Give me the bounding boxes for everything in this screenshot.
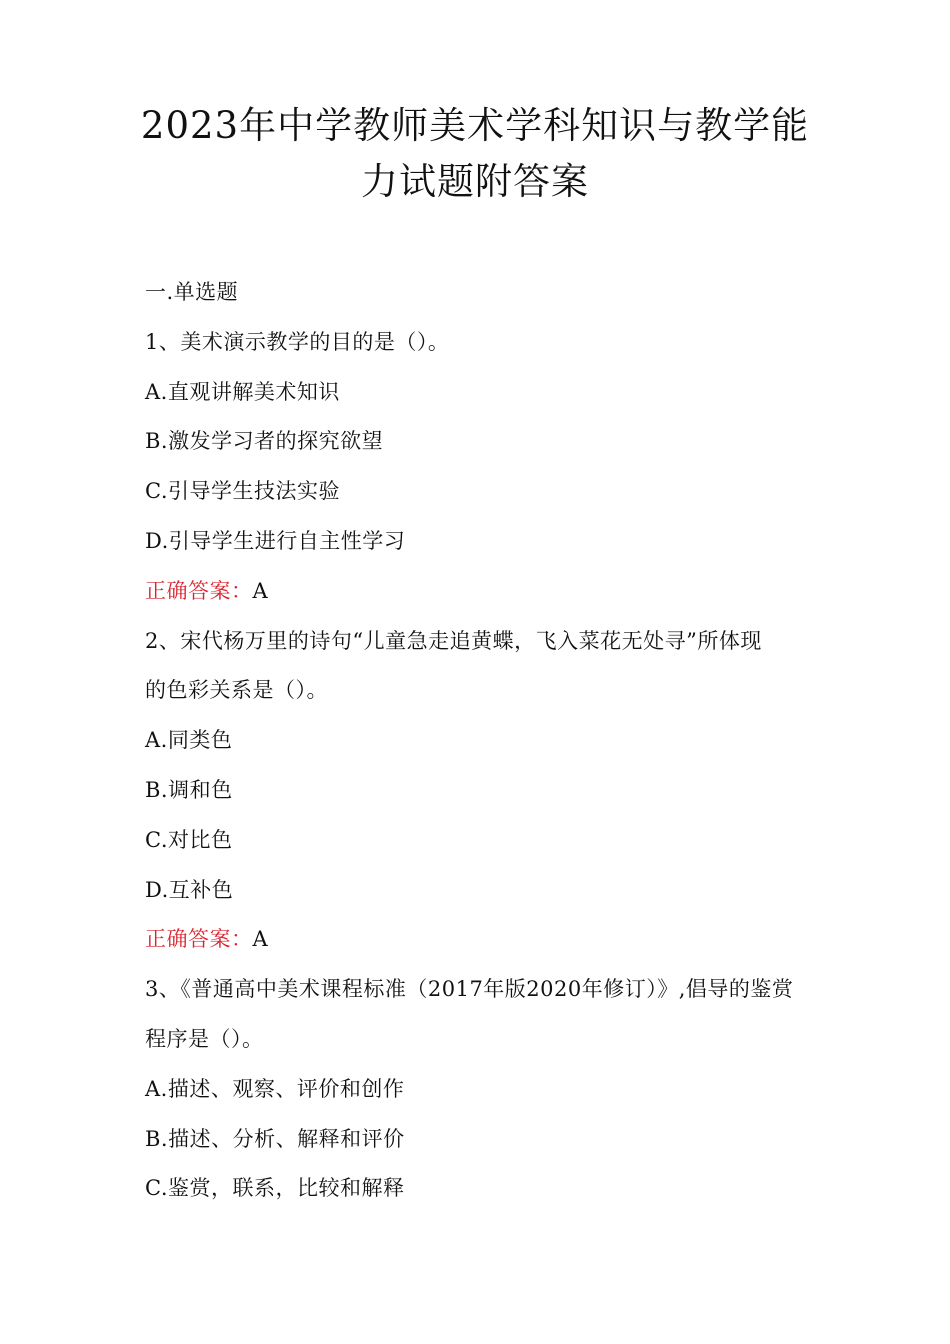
correct-answer	[145, 567, 815, 617]
option-b: B.描述、分析、解释和评价	[145, 1126, 405, 1151]
question-stem-continued: 程序是（）。	[145, 1026, 264, 1051]
answer-value: A	[252, 927, 269, 952]
question-stem: 1、美术演示教学的目的是（）。	[145, 329, 450, 354]
correct-answer	[145, 915, 815, 965]
document-body	[145, 268, 815, 1214]
option-c: C.鉴赏，联系，比较和解释	[145, 1176, 405, 1201]
answer-label: 正确答案：	[145, 578, 253, 603]
section-heading: 一.单选题	[145, 280, 239, 304]
question-2	[145, 617, 815, 966]
option-b: B.调和色	[145, 777, 233, 802]
option-d: D.引导学生进行自主性学习	[145, 528, 406, 553]
document-title	[120, 98, 830, 210]
title-line-1: 2023年中学教师美术学科知识与教学能	[140, 104, 810, 147]
answer-value: A	[252, 578, 269, 603]
question-stem-continued: 的色彩关系是（）。	[145, 678, 328, 703]
option-a: A.同类色	[145, 728, 233, 753]
option-c: C.对比色	[145, 827, 233, 852]
option-a: A.描述、观察、评价和创作	[145, 1076, 405, 1101]
question-1	[145, 318, 815, 617]
option-b: B.激发学习者的探究欲望	[145, 429, 384, 454]
option-d: D.互补色	[145, 877, 234, 902]
question-3	[145, 965, 815, 1214]
answer-label: 正确答案：	[145, 927, 253, 952]
question-stem: 2、宋代杨万里的诗句“儿童急走追黄蝶，飞入菜花无处寻”所体现	[145, 628, 762, 653]
option-a: A.直观讲解美术知识	[145, 379, 340, 404]
title-line-2: 力试题附答案	[361, 160, 589, 203]
question-stem: 3、《普通高中美术课程标准（2017年版2020年修订）》,倡导的鉴赏	[145, 977, 794, 1002]
option-c: C.引导学生技法实验	[145, 479, 340, 504]
